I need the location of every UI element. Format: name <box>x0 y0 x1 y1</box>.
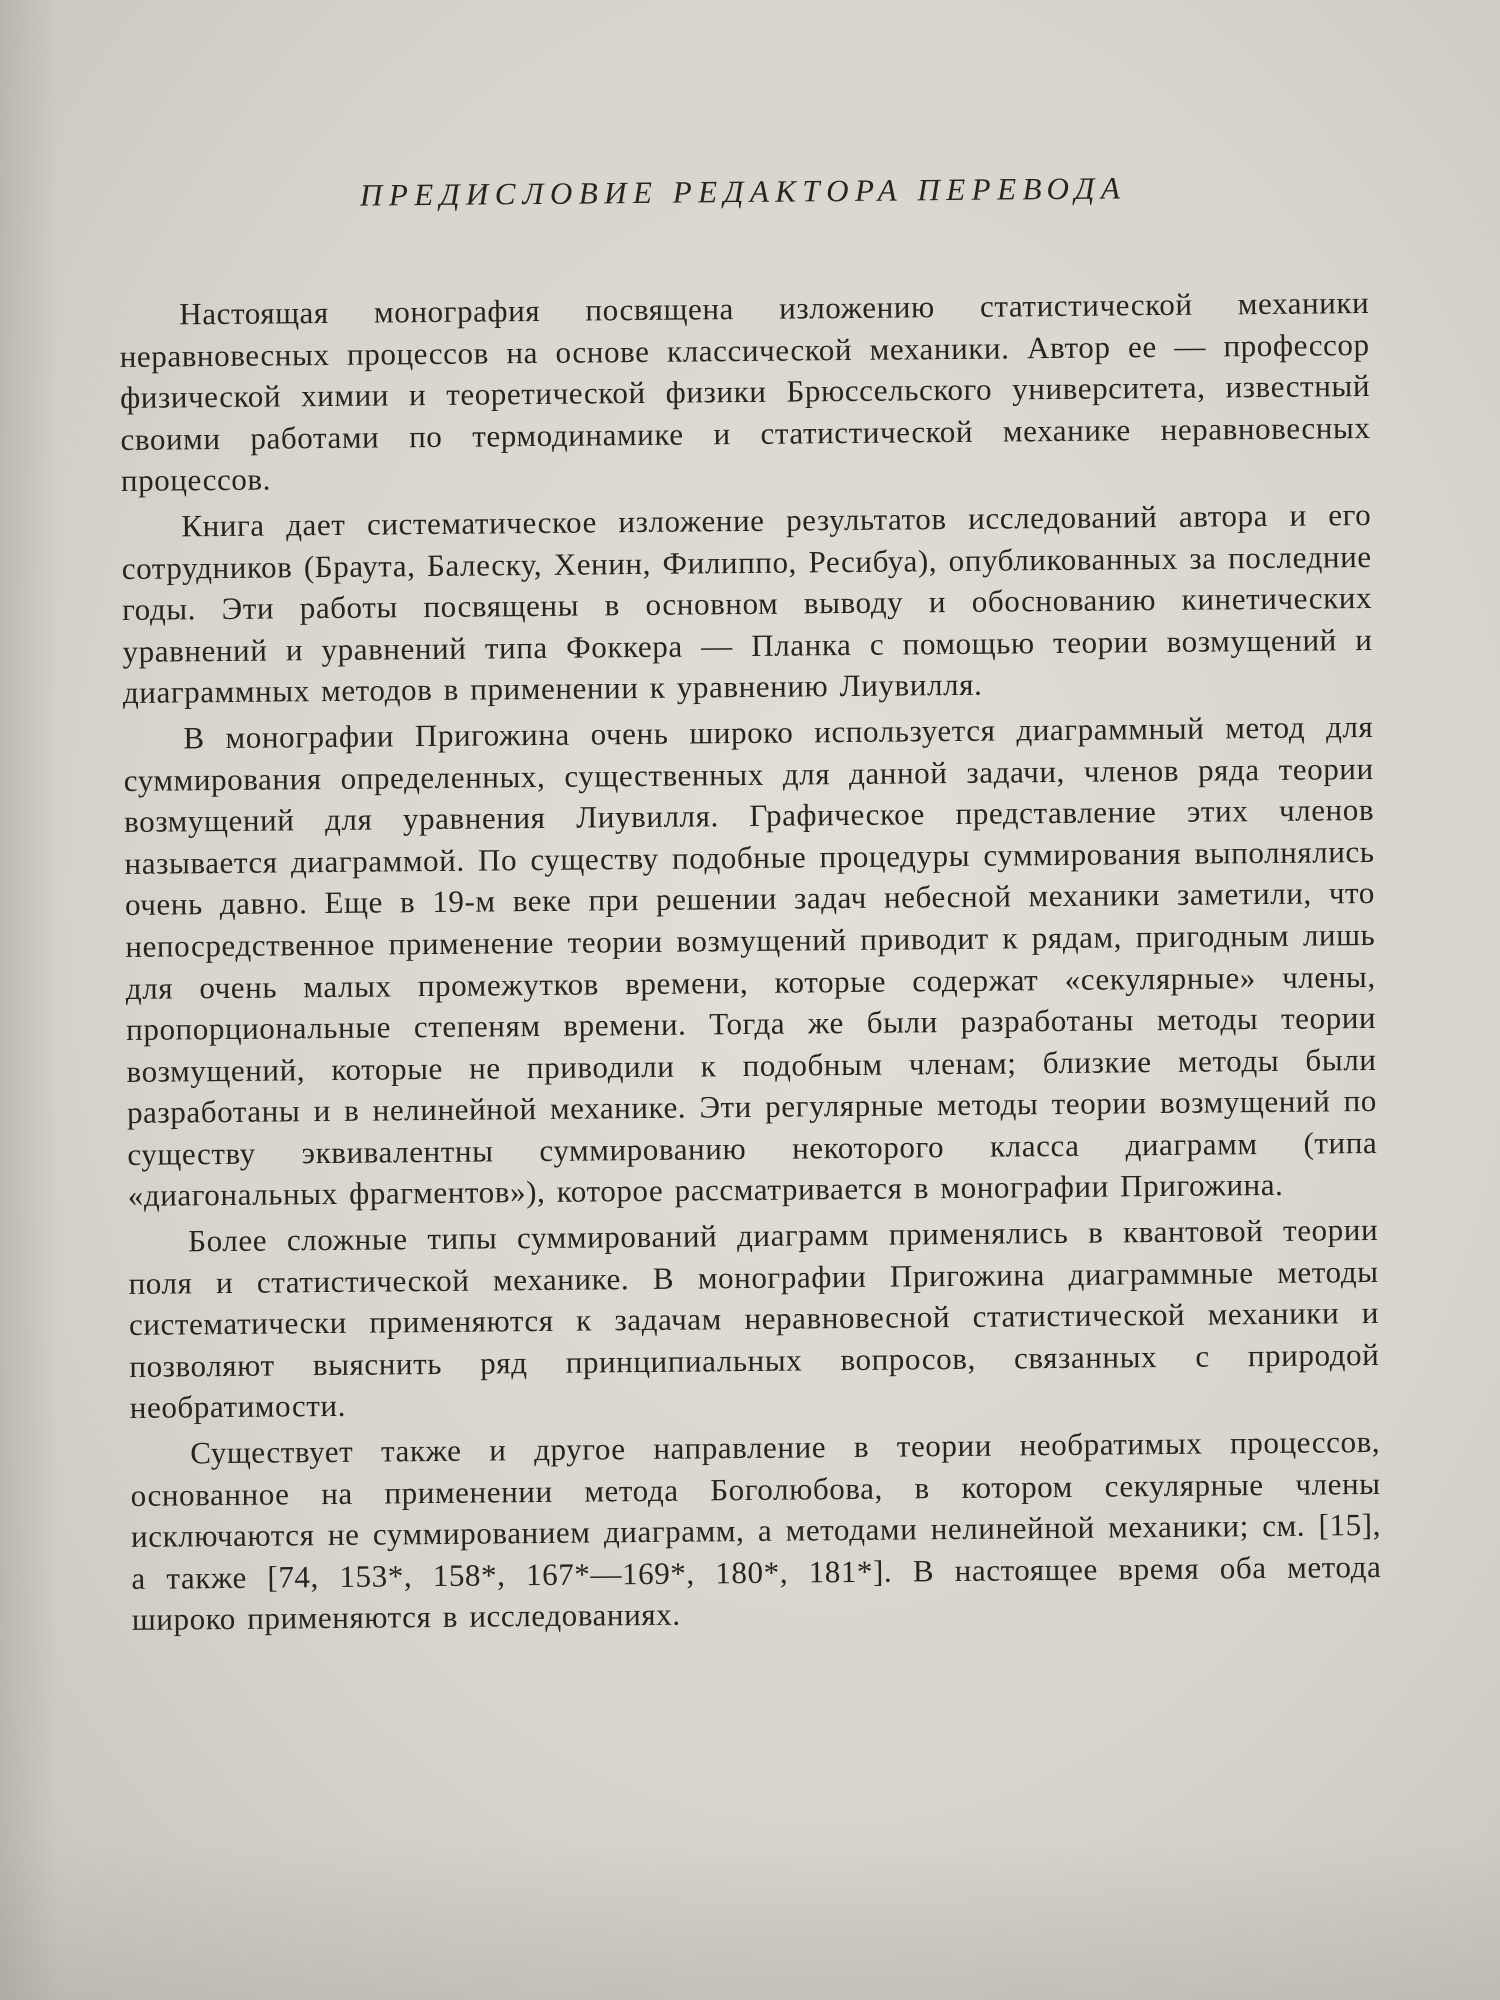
body-text <box>119 282 1382 1641</box>
paragraph-3: В монографии Пригожина очень широко используется диаграммный метод для суммирования определенных, существенных для данной задачи, членов ряда теории возмущений для уравнения Лиувилля. Графическое представление этих членов называется диаграммой. По существу подобные процедуры суммирования выполнялись очень давно. Еще в 19-м веке при решении задач небесной механики заметили, что непосредственное применение теории возмущений приводит к рядам, пригодным лишь для очень малых промежутков времени, которые содержат «секулярные» члены, пропорциональные степеням времени. Тогда же были разработаны методы теории возмущений, которые не приводили к подобным членам; близкие методы были разработаны и в нелинейной механике. Эти регулярные методы теории возмущений по существу эквивалентны суммированию некоторого класса диаграмм (типа «диагональных фрагментов»), которое рассматривается в монографии Пригожина. <box>123 708 1378 1214</box>
text-block <box>118 166 1382 1641</box>
paragraph-1: Настоящая монография посвящена изложению статистической механики неравновесных процессов на основе классической механики. Автор ее — профессор физической химии и теоретической физики Брюссельского университета, известный своими работами по термодинамике и статистической механике неравновесных процессов. <box>119 284 1371 499</box>
paragraph-2: Книга дает систематическое изложение результатов исследований автора и его сотрудников (Браута, Балеску, Хенин, Филиппо, Ресибуа), опубликованных за последние годы. Эти работы посвящены в основном выводу и обоснованию кинетических уравнений и уравнений типа Фоккера — Планка с помощью теории возмущений и диаграммных методов в применении к уравнению Лиувилля. <box>121 496 1373 711</box>
paragraph-4: Более сложные типы суммирований диаграмм применялись в квантовой теории поля и статистической механике. В монографии Пригожина диаграммные методы систематически применяются к задачам неравновесной статистической механики и позволяют выяснить ряд принципиальных вопросов, связанных с природой необратимости. <box>128 1212 1380 1426</box>
page-shadow-left <box>0 0 60 2000</box>
page-shadow-bottom <box>0 1840 1500 2000</box>
page-title: ПРЕДИСЛОВИЕ РЕДАКТОРА ПЕРЕВОДА <box>359 170 1127 213</box>
paragraph-5: Существует также и другое направление в теории необратимых процессов, основанное на применении метода Боголюбова, в котором секулярные члены исключаются не суммированием диаграмм, а методами нелинейной механики; см. [15], а также [74, 153*, 158*, 167*—169*, 180*, 181*]. В настоящее время оба метода широко применяются в исследованиях. <box>130 1423 1382 1638</box>
